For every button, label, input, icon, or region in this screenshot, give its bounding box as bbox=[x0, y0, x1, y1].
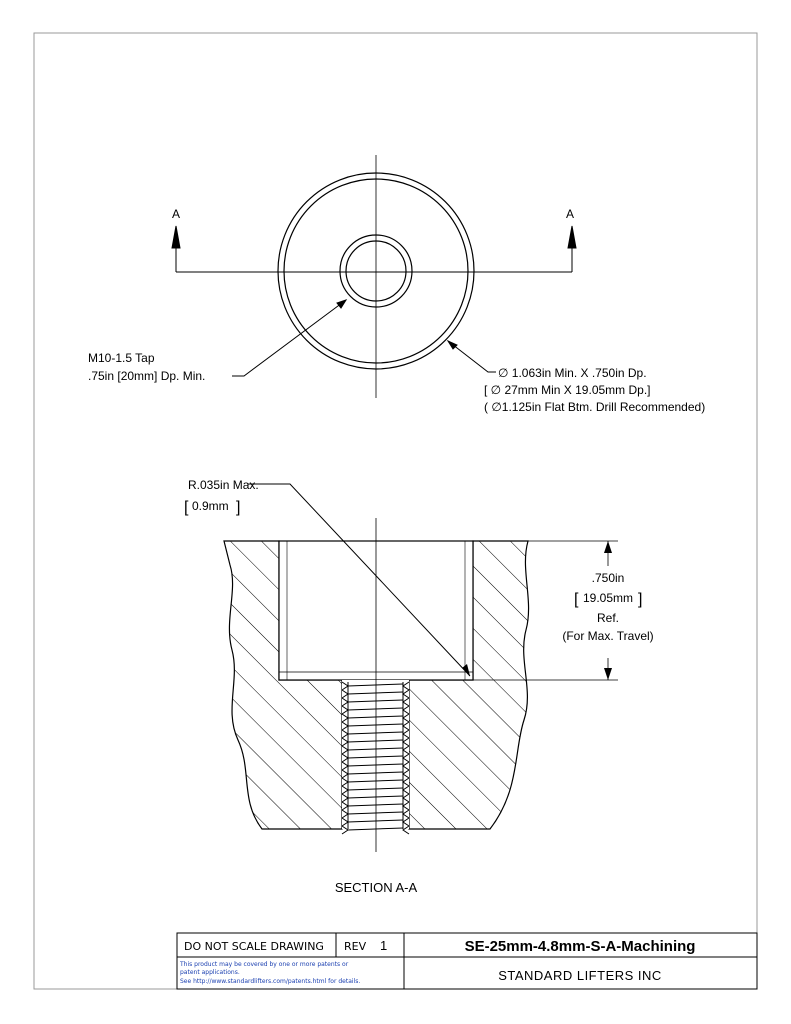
bore-note-line2: [ ∅ 27mm Min X 19.05mm Dp.] bbox=[484, 383, 651, 397]
rev-value: 1 bbox=[380, 938, 388, 953]
depth-dim-line2: 19.05mm bbox=[582, 591, 634, 605]
svg-text:[: [ bbox=[574, 591, 579, 608]
bore-note-line1: ∅ 1.063in Min. X .750in Dp. bbox=[498, 366, 647, 380]
top-view bbox=[172, 155, 576, 398]
sheet-border bbox=[34, 33, 757, 989]
section-view bbox=[224, 484, 643, 852]
depth-dim-line1: .750in bbox=[591, 571, 625, 585]
patent-line3: See http://www.standardlifters.com/patents.html for details. bbox=[180, 978, 361, 985]
tap-note-line1: M10-1.5 Tap bbox=[88, 351, 155, 365]
depth-dim-line4: (For Max. Travel) bbox=[562, 629, 654, 643]
radius-note-line1: R.035in Max. bbox=[188, 478, 259, 492]
svg-text:[: [ bbox=[184, 499, 189, 516]
section-arrow-right-icon bbox=[568, 226, 576, 248]
depth-dim-line3: Ref. bbox=[596, 611, 620, 625]
bore-note-line3: ( ∅1.125in Flat Btm. Drill Recommended) bbox=[484, 400, 706, 414]
section-marker-left: A bbox=[172, 207, 181, 221]
svg-text:]: ] bbox=[236, 499, 241, 516]
do-not-scale-label: DO NOT SCALE DRAWING bbox=[184, 940, 324, 953]
section-arrow-left-icon bbox=[172, 226, 180, 248]
patent-line2: patent applications. bbox=[180, 969, 240, 976]
company-name: STANDARD LIFTERS INC bbox=[498, 968, 662, 983]
patent-line1: This product may be covered by one or more patents or bbox=[180, 961, 349, 968]
rev-label: REV bbox=[344, 940, 367, 953]
radius-note-line2: 0.9mm bbox=[192, 499, 229, 513]
section-marker-right: A bbox=[566, 207, 575, 221]
tap-leader bbox=[232, 300, 346, 376]
tap-note-line2: .75in [20mm] Dp. Min. bbox=[88, 369, 206, 383]
section-label: SECTION A-A bbox=[334, 880, 418, 895]
drawing-title: SE-25mm-4.8mm-S-A-Machining bbox=[464, 938, 696, 955]
svg-text:]: ] bbox=[638, 591, 643, 608]
